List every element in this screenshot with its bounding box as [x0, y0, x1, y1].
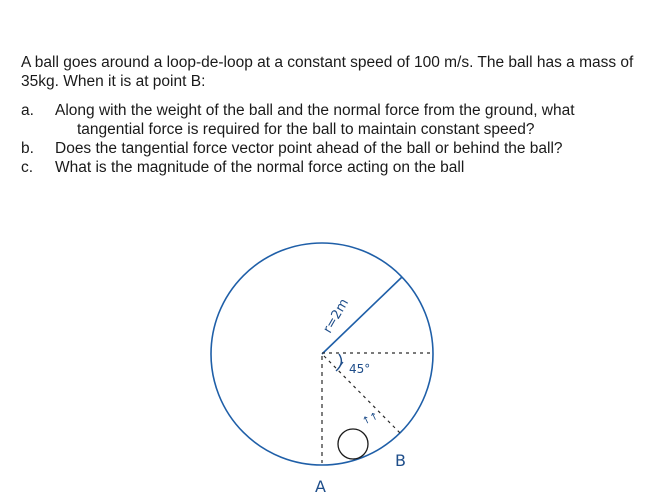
question-c	[21, 158, 641, 177]
point-b-label: B	[395, 451, 406, 470]
question-a-text: Along with the weight of the ball and the normal force from the ground, what	[55, 102, 575, 119]
question-a	[21, 101, 641, 139]
velocity-arrows: ↑↑	[360, 410, 381, 428]
ball	[338, 429, 368, 459]
problem-statement	[21, 53, 641, 177]
question-b-label: b.	[21, 140, 34, 157]
question-b	[21, 139, 641, 158]
loop-diagram	[190, 235, 450, 502]
problem-intro: A ball goes around a loop-de-loop at a constant speed of 100 m/s. The ball has a mass of 35kg. When it is at point B:	[21, 54, 634, 90]
question-a-continuation: tangential force is required for the ball to maintain constant speed?	[77, 121, 535, 138]
question-c-text: What is the magnitude of the normal force acting on the ball	[55, 159, 465, 176]
point-a-label: A	[315, 477, 326, 496]
question-c-label: c.	[21, 159, 34, 176]
radius-label: r=2m	[320, 296, 353, 336]
question-a-label: a.	[21, 102, 34, 119]
angle-arc	[336, 354, 341, 371]
angle-label: 45°	[349, 362, 371, 376]
question-b-text: Does the tangential force vector point ahead of the ball or behind the ball?	[55, 140, 563, 157]
